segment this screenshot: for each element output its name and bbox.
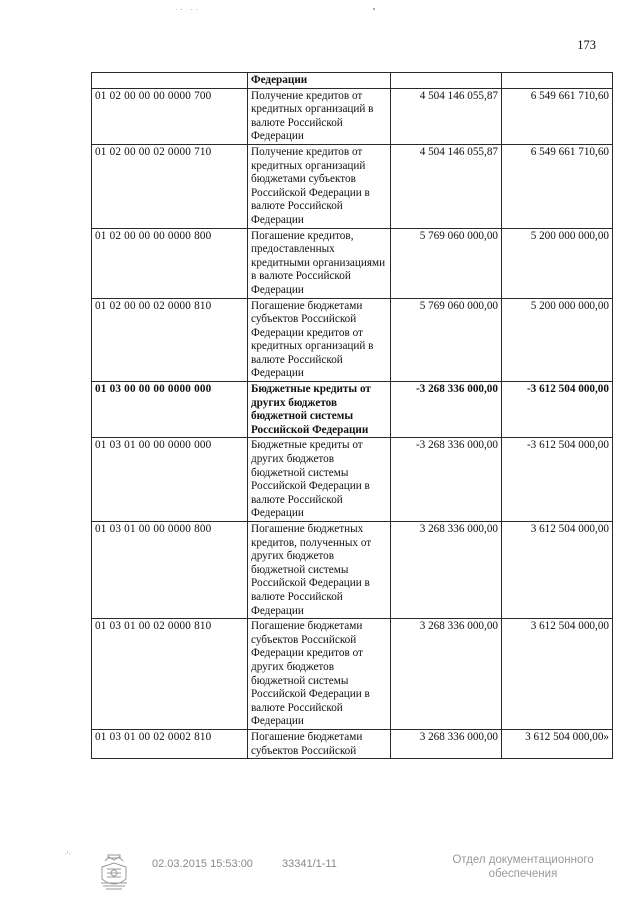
top-scan-dot [373,8,375,10]
cell-code: 01 03 01 00 00 0000 800 [92,522,248,619]
table-row [92,619,613,730]
table-row [92,298,613,382]
cell-value-1 [391,73,502,89]
cell-code: 01 03 01 00 00 0000 000 [92,438,248,522]
table-row [92,228,613,298]
cell-value-1: 5 769 060 000,00 [391,228,502,298]
cell-name: Получение кредитов от кредитных организаций в валюте Российской Федерации [248,88,391,144]
table-row [92,144,613,228]
cell-name: Погашение бюджетами субъектов Российской [248,729,391,758]
stamp-line-2: обеспечения [488,868,558,880]
top-scan-marks: ·· ·· [175,6,202,14]
table-row [92,88,613,144]
cell-value-1: 3 268 336 000,00 [391,522,502,619]
cell-value-2: 5 200 000 000,00 [502,228,613,298]
cell-name: Получение кредитов от кредитных организаций бюджетами субъектов Российской Федерации в валюте Российской Федерации [248,144,391,228]
table-row [92,73,613,89]
table-row [92,522,613,619]
cell-value-1: 3 268 336 000,00 [391,619,502,730]
cell-name: Федерации [248,73,391,89]
stamp-line-1: Отдел документационного [452,854,594,866]
cell-value-2: 6 549 661 710,60 [502,88,613,144]
cell-value-2: 3 612 504 000,00» [502,729,613,758]
cell-name: Погашение бюджетами субъектов Российской Федерации кредитов от кредитных организаций в валюте Российской Федерации [248,298,391,382]
cell-value-1: -3 268 336 000,00 [391,438,502,522]
table-row [92,729,613,758]
cell-name: Погашение бюджетных кредитов, полученных от других бюджетов бюджетной системы Российской Федерации в валюте Российской Федерации [248,522,391,619]
page-number: 173 [577,38,596,52]
cell-value-2: 3 612 504 000,00 [502,522,613,619]
table-row [92,438,613,522]
cell-value-2: -3 612 504 000,00 [502,382,613,438]
footer-department-stamp [448,853,598,881]
footer-registration-date: 02.03.2015 15:53:00 [152,858,253,870]
cell-name: Погашение кредитов, предоставленных кредитными организациями в валюте Российской Федерации [248,228,391,298]
cell-value-1: 3 268 336 000,00 [391,729,502,758]
cell-value-2: 5 200 000 000,00 [502,298,613,382]
coat-of-arms-icon [97,853,131,893]
budget-sources-table [91,72,613,759]
cell-value-2: 6 549 661 710,60 [502,144,613,228]
footer-registration-number: 33341/1-11 [282,858,337,870]
footer-left-mark: ·'· [64,850,71,859]
cell-value-1: -3 268 336 000,00 [391,382,502,438]
cell-code: 01 03 01 00 02 0002 810 [92,729,248,758]
table-row [92,382,613,438]
cell-code: 01 02 00 00 00 0000 800 [92,228,248,298]
cell-value-2 [502,73,613,89]
cell-code: 01 02 00 00 00 0000 700 [92,88,248,144]
cell-value-2: -3 612 504 000,00 [502,438,613,522]
cell-value-1: 4 504 146 055,87 [391,144,502,228]
cell-code: 01 03 01 00 02 0000 810 [92,619,248,730]
cell-name: Бюджетные кредиты от других бюджетов бюджетной системы Российской Федерации в валюте Российской Федерации [248,438,391,522]
cell-name: Бюджетные кредиты от других бюджетов бюджетной системы Российской Федерации [248,382,391,438]
cell-name: Погашение бюджетами субъектов Российской Федерации кредитов от других бюджетов бюджетной системы Российской Федерации в валюте Российской Федерации [248,619,391,730]
table-body [92,73,613,759]
cell-code: 01 02 00 00 02 0000 810 [92,298,248,382]
cell-value-2: 3 612 504 000,00 [502,619,613,730]
cell-value-1: 5 769 060 000,00 [391,298,502,382]
cell-value-1: 4 504 146 055,87 [391,88,502,144]
cell-code: 01 02 00 00 02 0000 710 [92,144,248,228]
cell-code: 01 03 00 00 00 0000 000 [92,382,248,438]
cell-code [92,73,248,89]
